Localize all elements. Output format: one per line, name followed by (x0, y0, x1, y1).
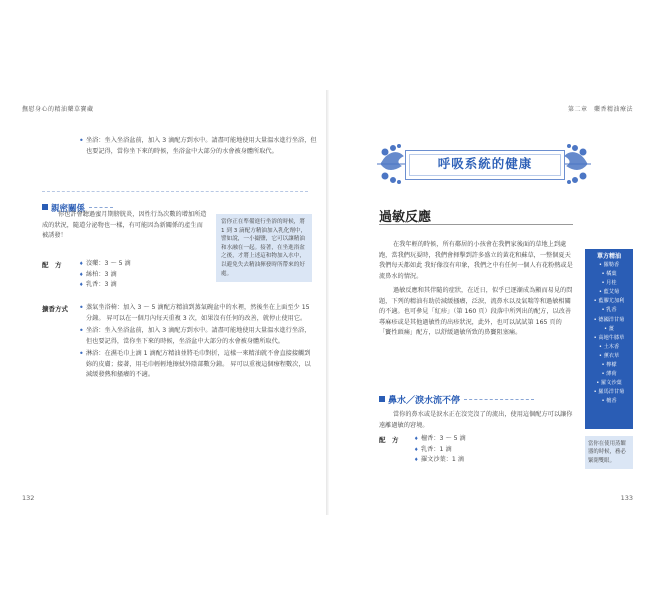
recipe-item: ♦ 沒藥：3 ～ 5 滴 (78, 259, 131, 270)
title-rule (379, 224, 573, 225)
recipe-item: ♦ 乳香：1 滴 (413, 445, 466, 456)
recipe-label: 配 方 (379, 436, 399, 444)
subsection-paragraph: 當你的鼻水或是淚水正在沒完沒了的流出，使用這個配方可以讓你遠離過敏的窘境。 (379, 411, 573, 429)
method-list (78, 303, 312, 383)
article-body (379, 240, 573, 339)
recipe-item: ♦ 檀香：3 ～ 5 滴 (413, 434, 466, 445)
article-paragraph: 在我年輕的時候，所有鄰居的小孩會在我們家後面的草地上到處跑，當我們玩耍時，我們會揮擊到許多盛立的黃花和蘇草，一整個夏天 我們每天都如此 我好像沒有印象，我們之中有任何一個人有花粉熱或是流鼻水的情況。 (379, 241, 573, 280)
book-gutter (326, 90, 329, 515)
sidebar-item: • 薑 (585, 325, 633, 334)
running-head-right: 第二章 藥香精油療法 (567, 106, 633, 113)
sidebar-item: • 土木香 (585, 343, 633, 352)
sidebar-note: 當你在使用蒸餾器的時候，務必緊閉雙眼。 (585, 436, 633, 469)
sidebar-title: 單方精油 (596, 253, 621, 260)
sidebar-item: • 羅馬洋甘菊 (585, 388, 633, 397)
intro-bullet: • 坐浴：坐入坐浴盆前，加入 3 滴配方到水中。請盡可能地使用大量溫水進行坐浴，但也要記得，當你坐下來的時候，坐浴盆中大部分的水會被身體所取代。 (78, 136, 318, 157)
method-item: • 淋浴：在濕毛巾上滴 1 滴配方精油並將毛巾對折，這樣一來精油就不會直接接觸到妳的皮膚；接著，用毛巾輕輕地擦拭外陰部數分鐘。 昇可以重複這個療程數次，以減緩發熱和搔癢的不適。 (78, 349, 312, 381)
section-divider (42, 191, 308, 192)
running-head-left: 撫慰身心的精油藥草寶藏 (22, 106, 94, 113)
subsection-body (379, 410, 573, 431)
article-title: 過敏反應 (379, 210, 432, 225)
recipe-list (78, 259, 131, 291)
method-label: 擴香方式 (42, 305, 68, 313)
recipe-label: 配 方 (42, 261, 62, 269)
sidebar-item: • 藍艾菊 (585, 288, 633, 297)
sidebar-item: • 薰衣草 (585, 352, 633, 361)
single-oils-sidebar (585, 249, 633, 429)
recipe-item: ♦ 乳香：3 滴 (78, 280, 131, 291)
sidebar-item: • 羅勒香 (585, 261, 633, 270)
page-number-right: 133 (620, 494, 633, 502)
intimacy-paragraph: 你也許會聽過蜜月期膀胱炎，因性行為次數的增加所造成的狀況，隨道分泌物也一樣，有可能因為新關係的產生而被誘發！ (42, 211, 207, 239)
right-page (333, 90, 635, 515)
sidebar-item: • 藍膠尤加利 (585, 297, 633, 306)
page-number-left: 132 (22, 494, 35, 502)
subsection-title: 鼻水／淚水流不停 (379, 393, 534, 406)
section-title-intimacy: 親密關係 (42, 202, 113, 214)
sidebar-item: • 薄荷 (585, 370, 633, 379)
recipe-item: ♦ 絲柏：3 滴 (78, 270, 131, 281)
sidebar-item: • 乳香 (585, 306, 633, 315)
sidebar-item: • 檀香 (585, 397, 633, 406)
recipe-list (413, 434, 466, 466)
chapter-title: 呼吸系統的健康 (437, 156, 533, 171)
method-item: • 坐浴：坐入坐浴盆前，加入 3 滴配方到水中。請盡可能地使用大量溫水進行坐浴，但也要記得，當你坐下來的時候，坐浴盆中大部分的水會被身體所取代。 (78, 326, 312, 347)
method-item: • 蒸氣坐浴椅：加入 3 ～ 5 滴配方精油到蒸氣碗盆中的水裡，然後坐在上面至少 15 分鐘。 昇可以在一個月內每天重複 3 次，如果沒有任何的改善，就停止使用它。 (78, 303, 312, 324)
recipe-item: ♦ 羅文沙葉：1 滴 (413, 455, 466, 466)
sidebar-item: • 德國洋甘菊 (585, 316, 633, 325)
left-page (20, 90, 322, 515)
article-paragraph: 過敏反應和其伴隨的症狀，在近日，似乎已逐漸成為顯而易見的問題，下列的精油有助於減緩搔癢，泛淚，流鼻水以及氣喘等和過敏相關的不適。也可參見「紅疹」（第 160 頁）段落中所列出的配方，以改善蕁麻疹或是其他過敏性的出疹狀況，此外，也可以試試第 165 頁的「竇性頭痛」配方，以舒緩過敏所致的鼻竇阻塞痛。 (379, 287, 573, 336)
sidebar-item: • 高地牛膝草 (585, 334, 633, 343)
square-marker-icon (379, 396, 385, 402)
note-box: 當你正在準備進行坐浴的時候，將 1 到 3 滴配方精油加入乳化劑中，譬如說，一小撮鹽，它可以讓精油和水融在一起。接著，在坐進浴盆之後，才將上述這和物加入水中，以避免失去精油揮發時所帶來的好處。 (216, 214, 312, 282)
sidebar-item: • 月桂 (585, 279, 633, 288)
chapter-banner (377, 142, 591, 186)
sidebar-item: • 橘葉 (585, 270, 633, 279)
sidebar-item: • 羅文沙葉 (585, 379, 633, 388)
sidebar-item: • 檸檬 (585, 361, 633, 370)
